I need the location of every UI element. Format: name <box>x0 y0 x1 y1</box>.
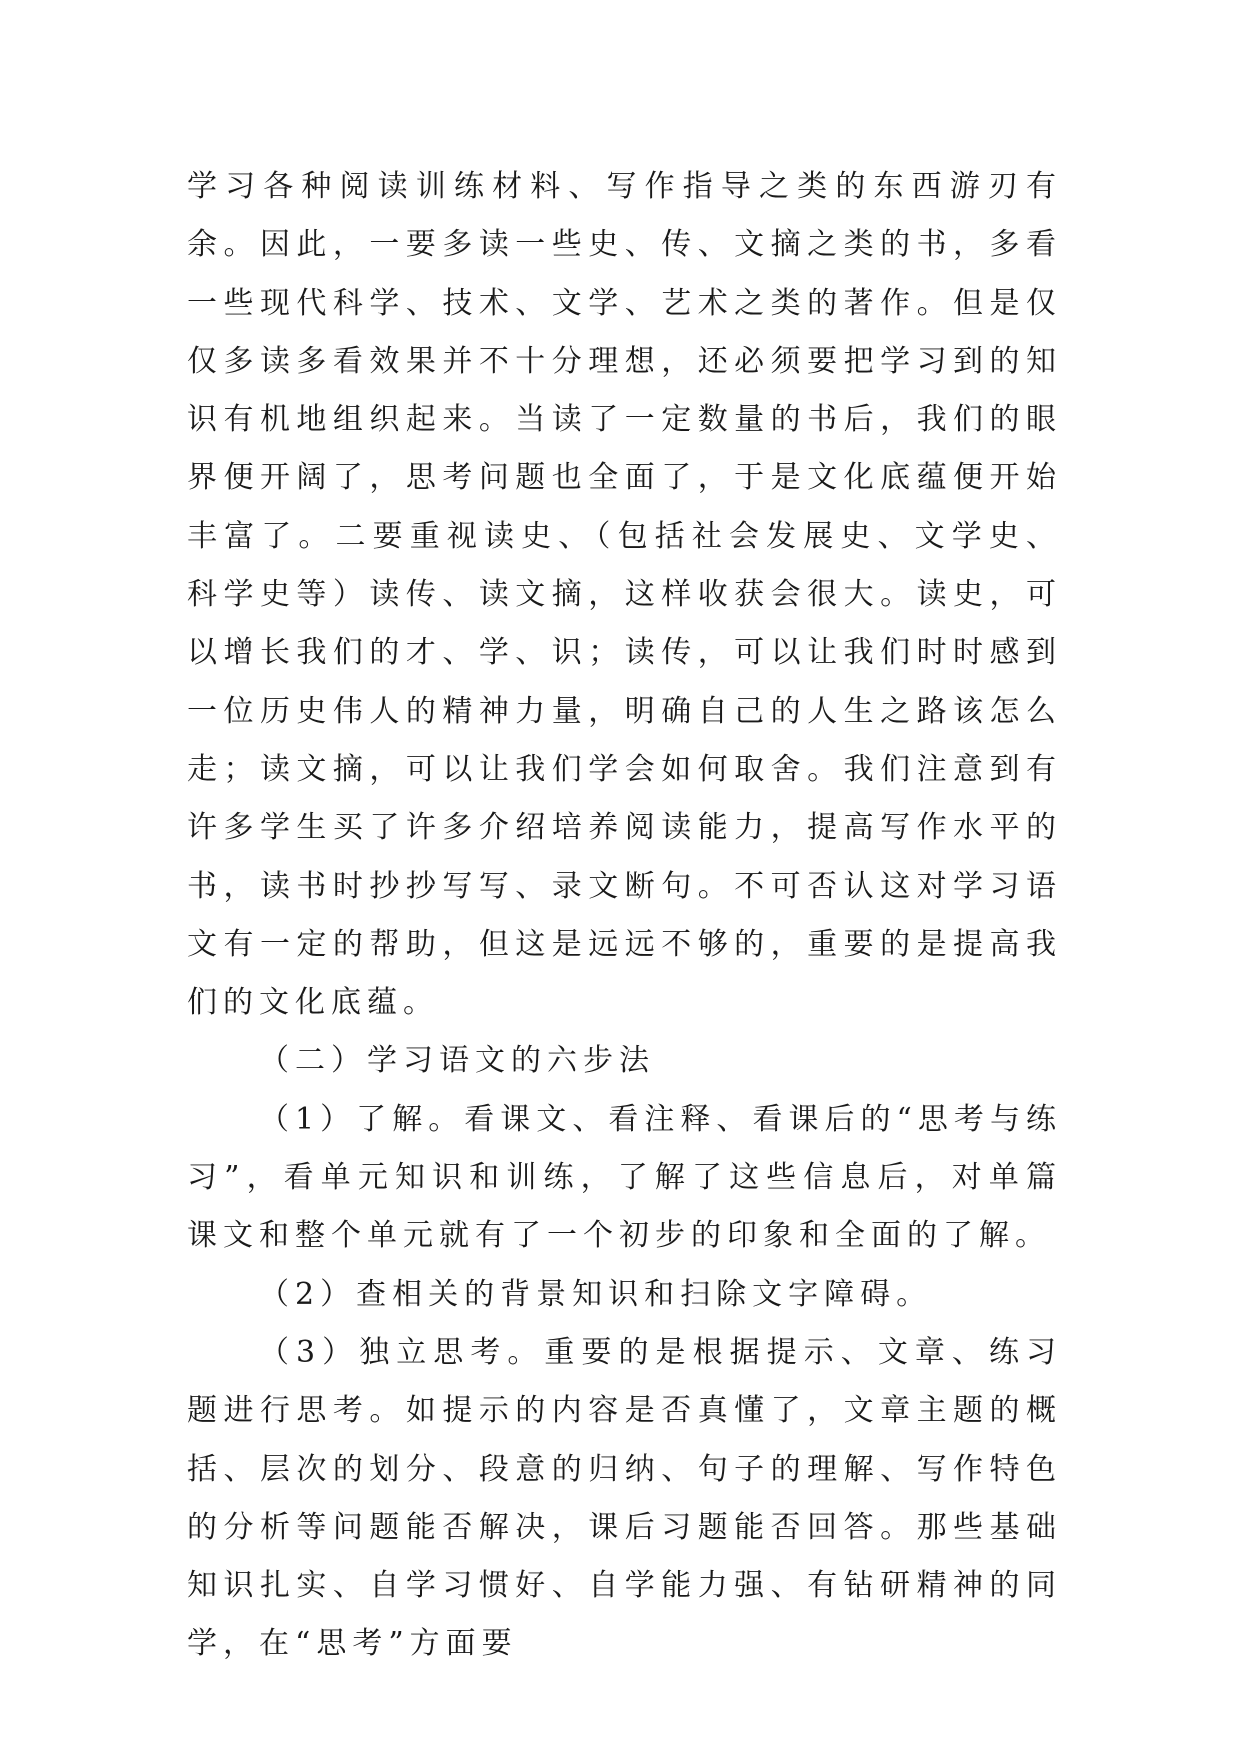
paragraph-culture-foundation: 学习各种阅读训练材料、写作指导之类的东西游刃有余。因此，一要多读一些史、传、文摘之类的书，多看一些现代科学、技术、文学、艺术之类的著作。但是仅仅多读多看效果并不十分理想，还必须要把学习到的知识有机地组织起来。当读了一定数量的书后，我们的眼界便开阔了，思考问题也全面了，于是文化底蕴便开始丰富了。二要重视读史、（包括社会发展史、文学史、科学史等）读传、读文摘，这样收获会很大。读史，可以增长我们的才、学、识；读传，可以让我们时时感到一位历史伟人的精神力量，明确自己的人生之路该怎么走；读文摘，可以让我们学会如何取舍。我们注意到有许多学生买了许多介绍培养阅读能力，提高写作水平的书，读书时抄抄写写、录文断句。不可否认这对学习语文有一定的帮助，但这是远远不够的，重要的是提高我们的文化底蕴。 <box>187 169 1062 1021</box>
paragraph-step-3-independent-thinking: （3）独立思考。重要的是根据提示、文章、练习题进行思考。如提示的内容是否真懂了，文章主题的概括、层次的划分、段意的归纳、句子的理解、写作特色的分析等问题能否解决，课后习题能否回答。那些基础知识扎实、自学习惯好、自学能力强、有钻研精神的同学，在“思考”方面要 <box>187 1334 1062 1662</box>
document-body <box>187 158 1062 1674</box>
paragraph-step-2-background: （2）查相关的背景知识和扫除文字障碍。 <box>259 1276 933 1312</box>
paragraph-step-1-understand: （1）了解。看课文、看注释、看课后的“思考与练习”，看单元知识和训练，了解了这些信息后，对单篇课文和整个单元就有了一个初步的印象和全面的了解。 <box>187 1101 1062 1254</box>
section-heading-six-step-method: （二）学习语文的六步法 <box>259 1043 655 1079</box>
